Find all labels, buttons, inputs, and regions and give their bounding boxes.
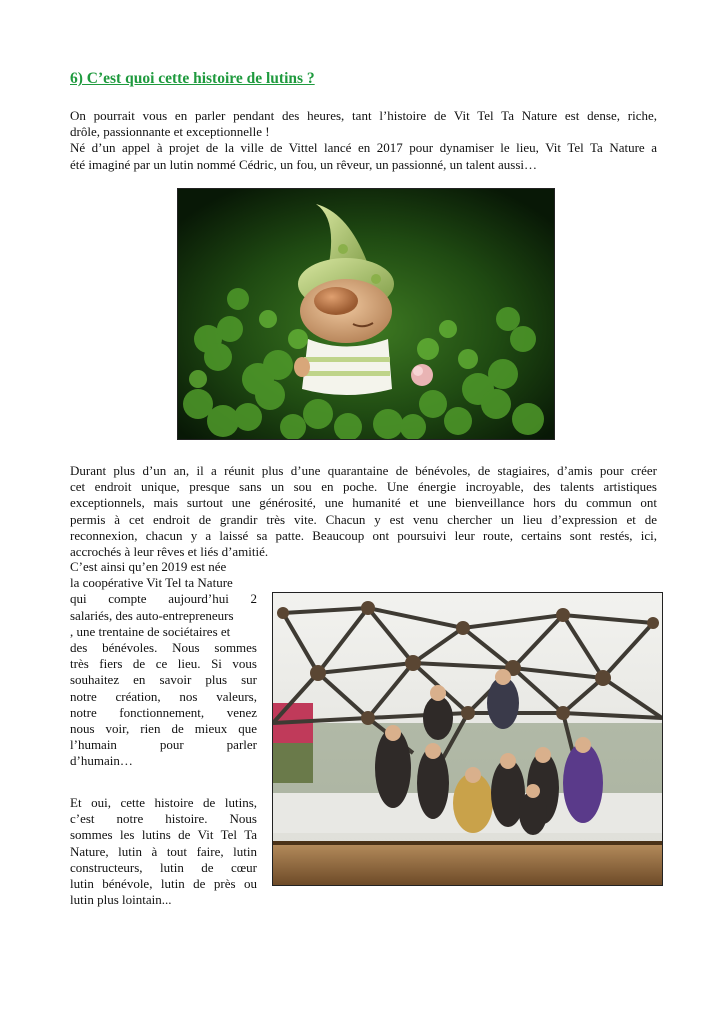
- text-line: très fiers de ce lieu. Si vous: [70, 656, 257, 672]
- intro-paragraph: [70, 108, 657, 173]
- text-line: , une trentaine de sociétaires et: [70, 623, 231, 639]
- text-line: notre création, nos valeurs,: [70, 688, 257, 704]
- middle-paragraph: [70, 463, 657, 560]
- text-line: c’est notre histoire. Nous: [70, 811, 257, 827]
- text-line: exceptionnels, mais surtout une générosité, une humanité et une bienveillance hors du commun ont: [70, 495, 657, 511]
- text-line: Et oui, cette histoire de lutins,: [70, 795, 257, 810]
- text-line: drôle, passionnante et exceptionnelle !: [70, 124, 270, 140]
- lutins-paragraph: [70, 795, 257, 908]
- text-line: notre fonctionnement, venez: [70, 704, 257, 720]
- section-heading: 6) C’est quoi cette histoire de lutins ?: [70, 70, 315, 87]
- text-line: Nature, lutin à tout faire, lutin: [70, 843, 257, 859]
- text-line: C’est ainsi qu’en 2019 est née: [70, 559, 227, 574]
- text-line: lutin bénévole, lutin de près ou: [70, 876, 257, 892]
- text-line: souhaitez en savoir plus sur: [70, 672, 257, 688]
- text-line: nous voir, rien de mieux que: [70, 721, 257, 737]
- text-line: constructeurs, lutin de cœur: [70, 859, 257, 875]
- text-line: reconnexion, chacun y a laissé sa patte. Beaucoup ont poursuivi leur route, certains sont restés, ici,: [70, 527, 657, 543]
- group-dome-photo: [272, 592, 663, 886]
- text-line: la coopérative Vit Tel ta Nature: [70, 575, 233, 591]
- text-line: été imaginé par un lutin nommé Cédric, un fou, un rêveur, un passionné, un talent aussi…: [70, 156, 538, 172]
- text-line: sommes les lutins de Vit Tel Ta: [70, 827, 257, 843]
- gnome-in-clover-photo: [177, 188, 555, 440]
- text-line: cet endroit unique, presque sans un sou en poche. Une énergie incroyable, des talents artistiques: [70, 479, 657, 495]
- text-line: lutin plus lointain...: [70, 892, 172, 908]
- text-line: On pourrait vous en parler pendant des heures, tant l’histoire de Vit Tel Ta Nature est dense, riche,: [70, 108, 657, 123]
- text-line: accrochés à leur rêves et liés d’amitié.: [70, 544, 269, 560]
- cooperative-paragraph: [70, 559, 257, 770]
- text-line: l’humain pour parler: [70, 737, 257, 753]
- text-line: permis à cet endroit de grandir très vite. Chacun y est venu chercher un lieu d’expression et de: [70, 511, 657, 527]
- text-line: Né d’un appel à projet de la ville de Vittel lancé en 2017 pour dynamiser le lieu, Vit Tel Ta Nature a: [70, 140, 657, 156]
- text-line: salariés, des auto-entrepreneurs: [70, 607, 234, 623]
- text-line: Durant plus d’un an, il a réunit plus d’une quarantaine de bénévoles, de stagiaires, d’amis pour créer: [70, 463, 657, 478]
- text-line: d’humain…: [70, 753, 133, 769]
- text-line: qui compte aujourd’hui 2: [70, 591, 257, 607]
- text-line: des bénévoles. Nous sommes: [70, 640, 257, 656]
